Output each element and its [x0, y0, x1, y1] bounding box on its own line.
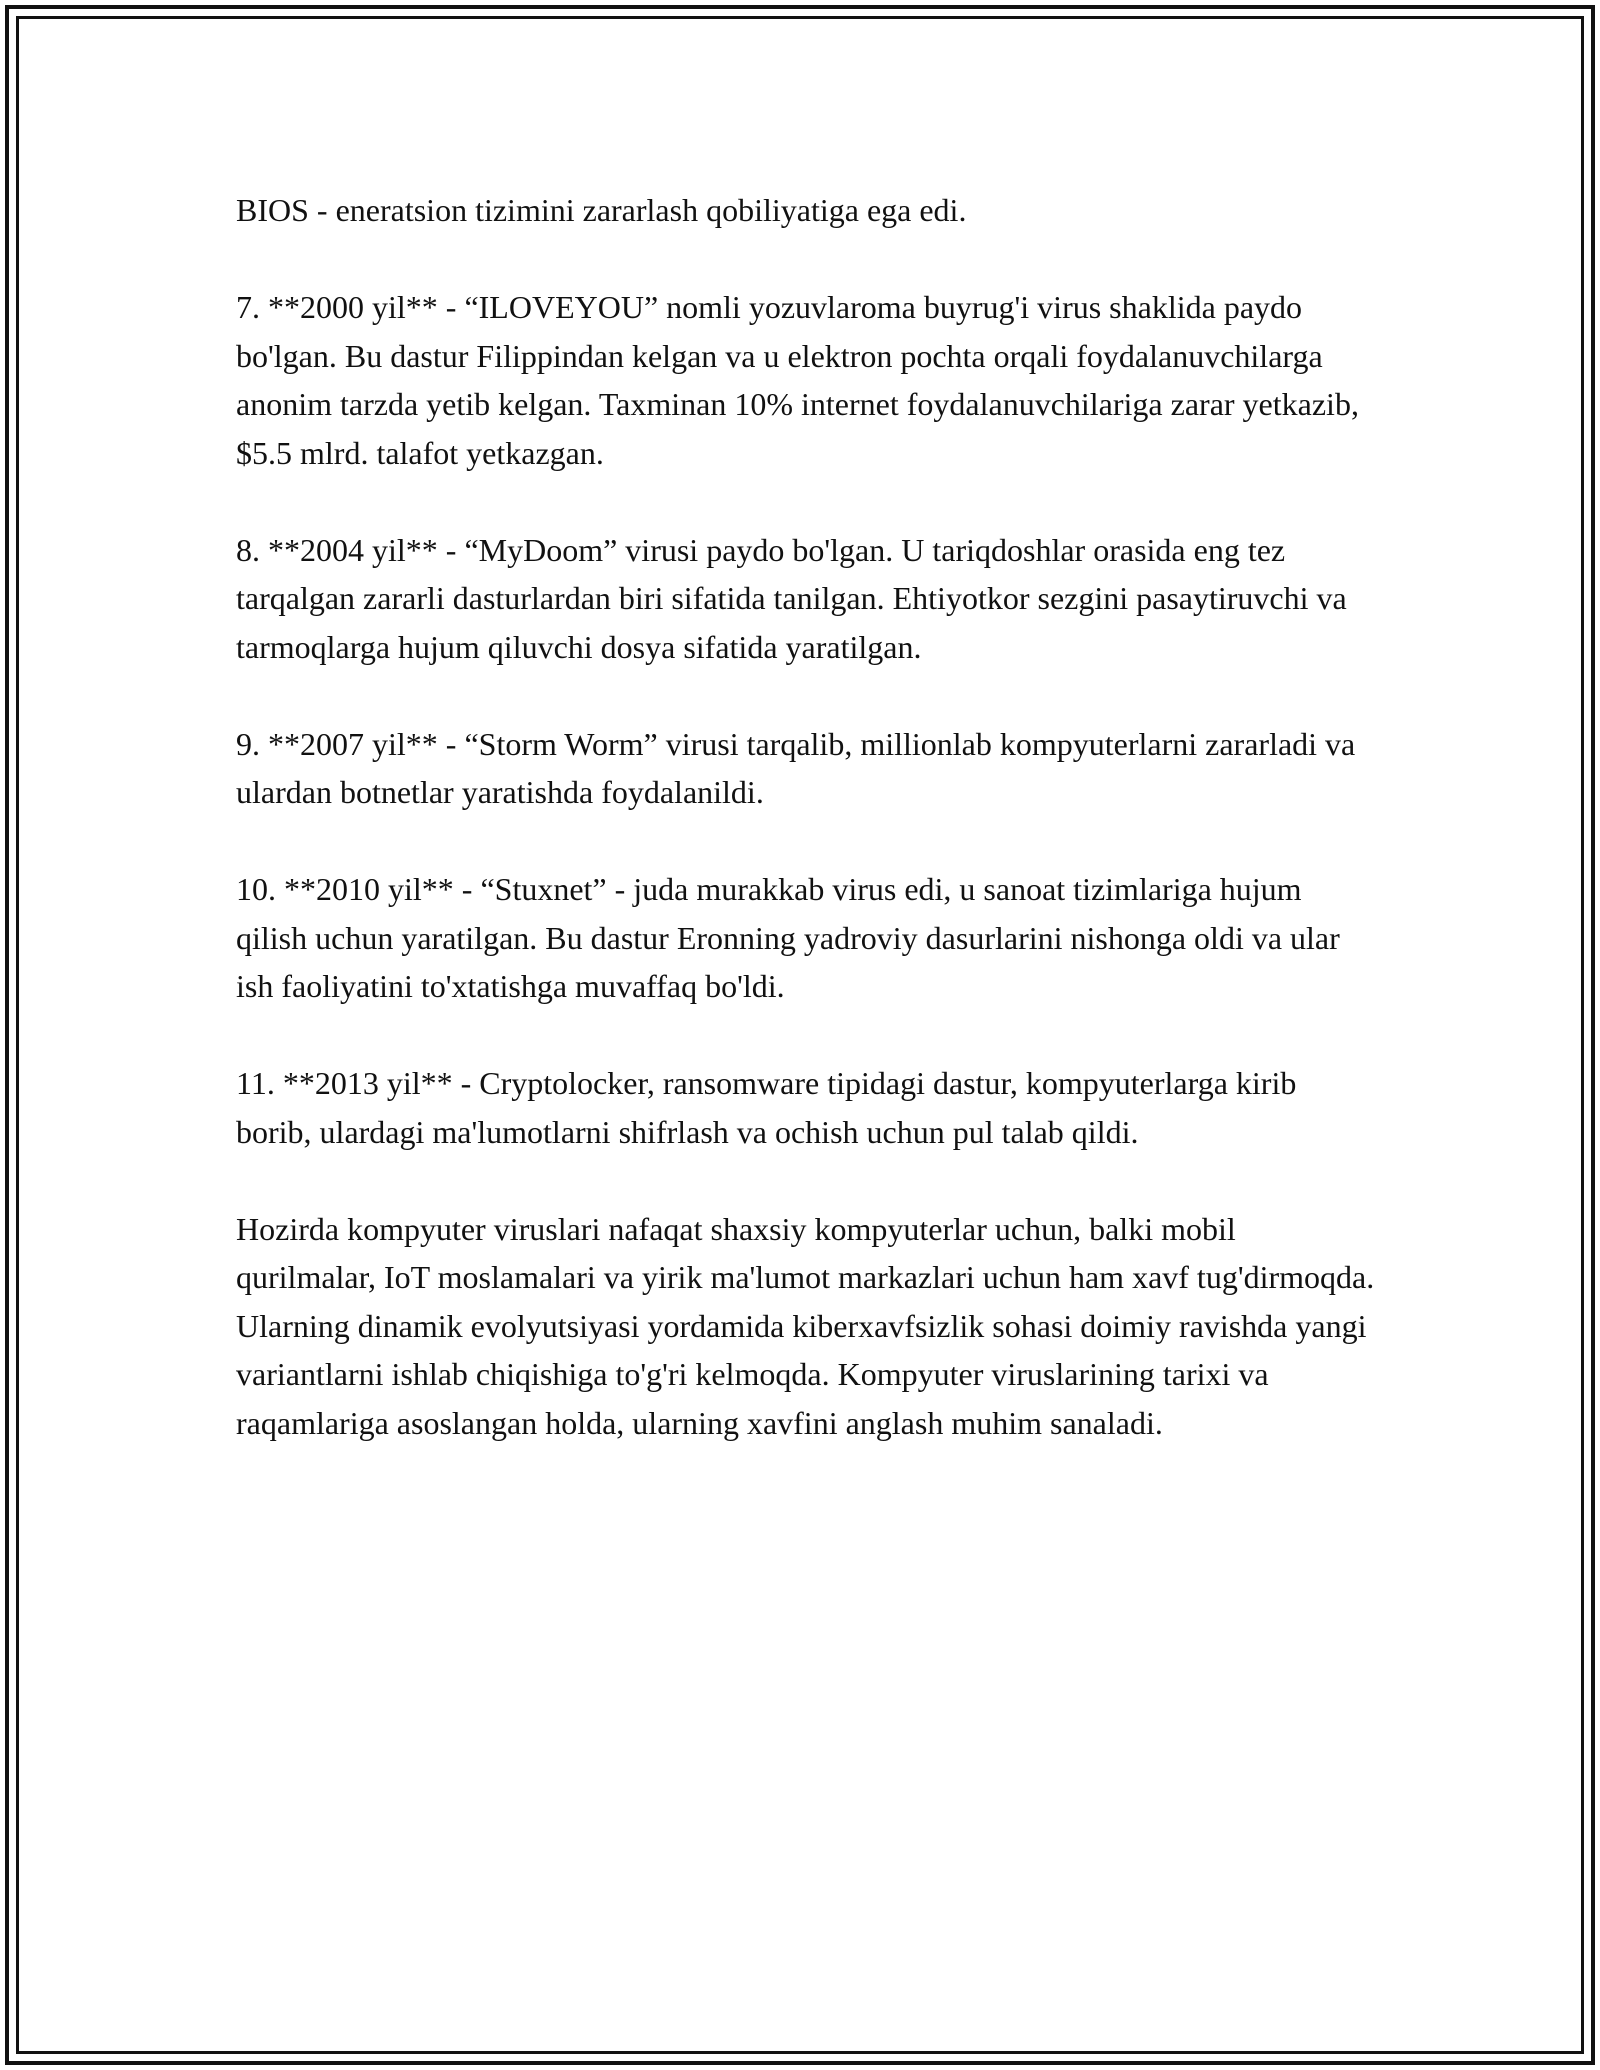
paragraph-item-11-cryptolocker: 11. **2013 yil** - Cryptolocker, ransomware tipidagi dastur, kompyuterlarga kirib borib, ulardagi ma'lumotlarni shifrlash va ochish uchun pul talab qildi.	[236, 1065, 1297, 1150]
paragraph-item-8-mydoom: 8. **2004 yil** - “MyDoom” virusi paydo bo'lgan. U tariqdoshlar orasida eng tez tarqalgan zararli dasturlardan biri sifatida tanilgan. Ehtiyotkor sezgini pasaytiruvchi va tarmoqlarga hujum qiluvchi dosya sifatida yaratilgan.	[236, 531, 1347, 665]
document-body	[236, 186, 1376, 1447]
paragraph-item-10-stuxnet: 10. **2010 yil** - “Stuxnet” - juda murakkab virus edi, u sanoat tizimlariga hujum qilish uchun yaratilgan. Bu dastur Eronning yadroviy dasurlarini nishonga oldi va ular ish faoliyatini to'xtatishga muvaffaq bo'ldi.	[236, 871, 1340, 1004]
paragraph-item-7-iloveyou: 7. **2000 yil** - “ILOVEYOU” nomli yozuvlaroma buyrug'i virus shaklida paydo bo'lgan. Bu dastur Filippindan kelgan va u elektron pochta orqali foydalanuvchilarga anonim tarzda yetib kelgan. Taxminan 10% internet foydalanuvchilariga zarar yetkazib, $5.5 mlrd. talafot yetkazgan.	[236, 289, 1359, 471]
paragraph-conclusion: Hozirda kompyuter viruslari nafaqat shaxsiy kompyuterlar uchun, balki mobil qurilmalar, IoT moslamalari va yirik ma'lumot markazlari uchun ham xavf tug'dirmoqda. Ularning dinamik evolyutsiyasi yordamida kiberxavfsizlik sohasi doimiy ravishda yangi variantlarni ishlab chiqishiga to'g'ri kelmoqda. Kompyuter viruslarining tarixi va raqamlariga asoslangan holda, ularning xavfini anglash muhim sanaladi.	[236, 1210, 1375, 1441]
paragraph-bios-continuation: BIOS - eneratsion tizimini zararlash qobiliyatiga ega edi.	[236, 192, 967, 228]
paragraph-item-9-storm-worm: 9. **2007 yil** - “Storm Worm” virusi tarqalib, millionlab kompyuterlarni zararladi va ulardan botnetlar yaratishda foydalanildi.	[236, 725, 1356, 810]
